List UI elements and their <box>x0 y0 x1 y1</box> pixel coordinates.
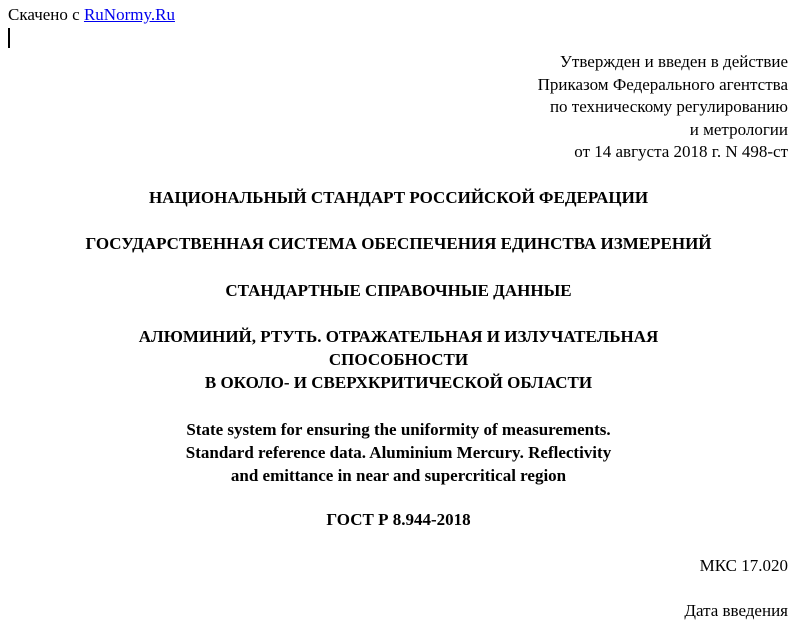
english-title <box>0 418 797 487</box>
source-prefix: Скачено с <box>8 5 80 24</box>
main-title-line-1: АЛЮМИНИЙ, РТУТЬ. ОТРАЖАТЕЛЬНАЯ И ИЗЛУЧАТЕЛЬНАЯ <box>138 327 659 346</box>
measurement-system-heading: ГОСУДАРСТВЕННАЯ СИСТЕМА ОБЕСПЕЧЕНИЯ ЕДИНСТВА ИЗМЕРЕНИЙ <box>85 234 712 253</box>
intro-date-label: Дата введения <box>684 601 788 620</box>
main-title <box>0 325 797 394</box>
approval-line-3: по техническому регулированию <box>549 97 788 116</box>
approval-block <box>538 51 788 164</box>
gost-number: ГОСТ Р 8.944-2018 <box>326 510 471 529</box>
english-title-line-2: Standard reference data. Aluminium Mercury. Reflectivity <box>185 443 612 462</box>
source-attribution <box>8 5 175 25</box>
runormy-link[interactable]: RuNormy.Ru <box>83 5 175 24</box>
text-cursor <box>8 28 10 48</box>
main-title-line-2: СПОСОБНОСТИ <box>328 350 469 369</box>
main-title-line-3: В ОКОЛО- И СВЕРХКРИТИЧЕСКОЙ ОБЛАСТИ <box>204 373 593 392</box>
reference-data-heading: СТАНДАРТНЫЕ СПРАВОЧНЫЕ ДАННЫЕ <box>225 281 572 300</box>
approval-line-1: Утвержден и введен в действие <box>559 52 788 71</box>
approval-line-2: Приказом Федерального агентства <box>537 74 788 94</box>
english-title-line-1: State system for ensuring the uniformity of measurements. <box>186 420 611 439</box>
mks-code: МКС 17.020 <box>699 556 788 575</box>
english-title-line-3: and emittance in near and supercritical region <box>230 466 567 485</box>
national-standard-heading: НАЦИОНАЛЬНЫЙ СТАНДАРТ РОССИЙСКОЙ ФЕДЕРАЦИИ <box>148 188 649 207</box>
approval-line-5: от 14 августа 2018 г. N 498-ст <box>574 142 788 161</box>
approval-line-4: и метрологии <box>689 119 788 139</box>
